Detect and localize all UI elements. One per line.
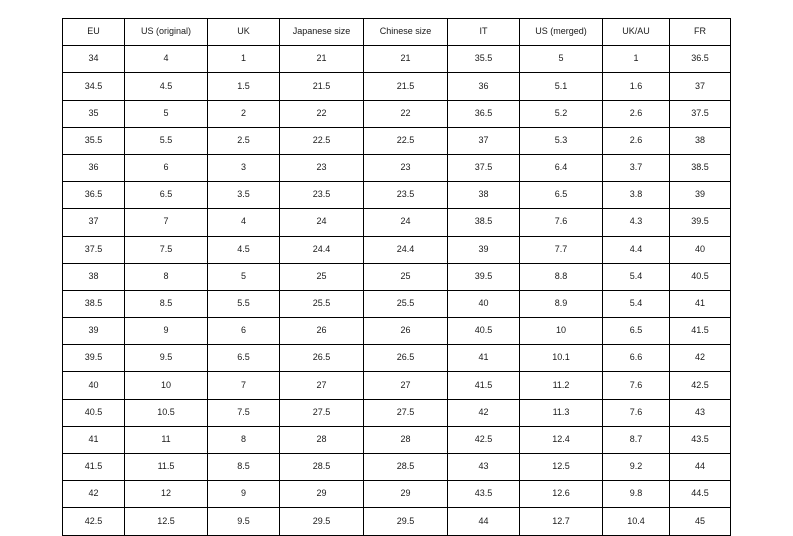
table-cell: 12.4 [520, 426, 603, 453]
table-cell: 22.5 [280, 127, 364, 154]
table-cell: 8.8 [520, 263, 603, 290]
table-cell: 5.5 [208, 290, 280, 317]
table-cell: 4.5 [208, 236, 280, 263]
table-cell: 12.5 [520, 454, 603, 481]
table-cell: 38.5 [63, 290, 125, 317]
table-cell: 42.5 [670, 372, 731, 399]
table-cell: 9.2 [603, 454, 670, 481]
table-cell: 44 [670, 454, 731, 481]
table-cell: 7 [125, 209, 208, 236]
table-cell: 35.5 [448, 46, 520, 73]
table-cell: 5.4 [603, 263, 670, 290]
table-header [63, 19, 731, 46]
table-cell: 39.5 [63, 345, 125, 372]
table-cell: 42 [670, 345, 731, 372]
table-cell: 43.5 [448, 481, 520, 508]
table-cell: 23 [364, 154, 448, 181]
table-cell: 8 [125, 263, 208, 290]
table-cell: 24 [280, 209, 364, 236]
table-cell: 41 [63, 426, 125, 453]
table-cell: 3.5 [208, 182, 280, 209]
table-cell: 3.7 [603, 154, 670, 181]
table-cell: 11.2 [520, 372, 603, 399]
table-cell: 22 [364, 100, 448, 127]
table-cell: 21.5 [280, 73, 364, 100]
table-cell: 37.5 [63, 236, 125, 263]
table-cell: 5.5 [125, 127, 208, 154]
table-cell: 7 [208, 372, 280, 399]
table-cell: 39.5 [670, 209, 731, 236]
table-cell: 6.5 [208, 345, 280, 372]
table-cell: 38 [670, 127, 731, 154]
table-cell: 11.5 [125, 454, 208, 481]
table-cell: 8.5 [208, 454, 280, 481]
table-cell: 40.5 [448, 318, 520, 345]
table-cell: 35.5 [63, 127, 125, 154]
table-cell: 40 [448, 290, 520, 317]
table-cell: 8.7 [603, 426, 670, 453]
table-cell: 41.5 [670, 318, 731, 345]
table-cell: 37.5 [670, 100, 731, 127]
table-cell: 9 [208, 481, 280, 508]
table-row [63, 154, 731, 181]
table-cell: 1.5 [208, 73, 280, 100]
table-cell: 37 [670, 73, 731, 100]
table-cell: 36.5 [670, 46, 731, 73]
table-cell: 5.2 [520, 100, 603, 127]
table-cell: 10 [125, 372, 208, 399]
table-cell: 25.5 [364, 290, 448, 317]
table-cell: 23 [280, 154, 364, 181]
table-cell: 29.5 [364, 508, 448, 535]
table-cell: 12.7 [520, 508, 603, 535]
table-cell: 42.5 [448, 426, 520, 453]
table-cell: 1 [208, 46, 280, 73]
shoe-size-conversion-table [62, 18, 731, 536]
table-cell: 4.5 [125, 73, 208, 100]
table-cell: 4 [208, 209, 280, 236]
table-cell: 22.5 [364, 127, 448, 154]
table-cell: 6.5 [520, 182, 603, 209]
table-row [63, 209, 731, 236]
table-cell: 26.5 [280, 345, 364, 372]
table-cell: 28.5 [280, 454, 364, 481]
table-row [63, 236, 731, 263]
table-cell: 7.5 [125, 236, 208, 263]
table-cell: 27 [280, 372, 364, 399]
table-cell: 2.6 [603, 100, 670, 127]
table-cell: 23.5 [364, 182, 448, 209]
table-cell: 23.5 [280, 182, 364, 209]
table-row [63, 73, 731, 100]
table-cell: 9.5 [125, 345, 208, 372]
table-cell: 28 [280, 426, 364, 453]
table-row [63, 481, 731, 508]
column-header-us-merged: US (merged) [520, 19, 603, 46]
table-cell: 22 [280, 100, 364, 127]
table-cell: 11 [125, 426, 208, 453]
table-cell: 10.1 [520, 345, 603, 372]
table-row [63, 127, 731, 154]
table-cell: 34.5 [63, 73, 125, 100]
table-cell: 3 [208, 154, 280, 181]
table-cell: 6 [125, 154, 208, 181]
table-cell: 11.3 [520, 399, 603, 426]
table-cell: 24.4 [280, 236, 364, 263]
table-cell: 2.6 [603, 127, 670, 154]
column-header-us-original: US (original) [125, 19, 208, 46]
table-cell: 43 [670, 399, 731, 426]
table-cell: 39 [670, 182, 731, 209]
table-cell: 37 [448, 127, 520, 154]
table-cell: 2.5 [208, 127, 280, 154]
table-cell: 7.7 [520, 236, 603, 263]
table-cell: 5.1 [520, 73, 603, 100]
table-cell: 7.6 [603, 399, 670, 426]
table-cell: 6.5 [603, 318, 670, 345]
column-header-chinese-size: Chinese size [364, 19, 448, 46]
table-cell: 41 [448, 345, 520, 372]
table-cell: 40.5 [670, 263, 731, 290]
table-cell: 10.4 [603, 508, 670, 535]
table-cell: 27 [364, 372, 448, 399]
table-cell: 4 [125, 46, 208, 73]
table-cell: 8.5 [125, 290, 208, 317]
table-cell: 7.5 [208, 399, 280, 426]
table-cell: 39 [448, 236, 520, 263]
column-header-eu: EU [63, 19, 125, 46]
table-cell: 5.3 [520, 127, 603, 154]
table-row [63, 454, 731, 481]
table-row [63, 318, 731, 345]
table-cell: 41.5 [63, 454, 125, 481]
table-cell: 4.3 [603, 209, 670, 236]
column-header-fr: FR [670, 19, 731, 46]
table-cell: 6.5 [125, 182, 208, 209]
table-cell: 7.6 [520, 209, 603, 236]
table-cell: 40 [63, 372, 125, 399]
table-cell: 21.5 [364, 73, 448, 100]
table-cell: 27.5 [280, 399, 364, 426]
table-cell: 3.8 [603, 182, 670, 209]
table-cell: 26 [280, 318, 364, 345]
table-cell: 4.4 [603, 236, 670, 263]
table-cell: 9.5 [208, 508, 280, 535]
table-cell: 5.4 [603, 290, 670, 317]
table-cell: 37.5 [448, 154, 520, 181]
table-cell: 25 [280, 263, 364, 290]
table-cell: 28.5 [364, 454, 448, 481]
table-cell: 38 [63, 263, 125, 290]
table-cell: 1 [603, 46, 670, 73]
table-row [63, 290, 731, 317]
table-cell: 12.6 [520, 481, 603, 508]
table-cell: 7.6 [603, 372, 670, 399]
table-row [63, 399, 731, 426]
table-cell: 12 [125, 481, 208, 508]
table-row [63, 100, 731, 127]
table-cell: 24 [364, 209, 448, 236]
table-cell: 5 [125, 100, 208, 127]
table-cell: 27.5 [364, 399, 448, 426]
table-cell: 25 [364, 263, 448, 290]
table-cell: 44.5 [670, 481, 731, 508]
table-cell: 39.5 [448, 263, 520, 290]
table-row [63, 426, 731, 453]
table-cell: 34 [63, 46, 125, 73]
table-cell: 24.4 [364, 236, 448, 263]
table-cell: 25.5 [280, 290, 364, 317]
table-cell: 36 [63, 154, 125, 181]
table-cell: 10 [520, 318, 603, 345]
table-cell: 35 [63, 100, 125, 127]
table-cell: 5 [520, 46, 603, 73]
table-row [63, 263, 731, 290]
table-cell: 36 [448, 73, 520, 100]
table-body [63, 46, 731, 535]
table-cell: 29.5 [280, 508, 364, 535]
table-cell: 6.6 [603, 345, 670, 372]
table-cell: 12.5 [125, 508, 208, 535]
column-header-japanese-size: Japanese size [280, 19, 364, 46]
table-row [63, 345, 731, 372]
table-cell: 36.5 [448, 100, 520, 127]
column-header-it: IT [448, 19, 520, 46]
table-cell: 8.9 [520, 290, 603, 317]
table-row [63, 508, 731, 535]
table-cell: 6.4 [520, 154, 603, 181]
table-cell: 40 [670, 236, 731, 263]
table-cell: 43 [448, 454, 520, 481]
table-cell: 44 [448, 508, 520, 535]
table-cell: 41.5 [448, 372, 520, 399]
table-cell: 40.5 [63, 399, 125, 426]
column-header-uk-au: UK/AU [603, 19, 670, 46]
table-cell: 6 [208, 318, 280, 345]
table-cell: 29 [280, 481, 364, 508]
table-cell: 26 [364, 318, 448, 345]
table-cell: 29 [364, 481, 448, 508]
table-cell: 10.5 [125, 399, 208, 426]
table-cell: 38.5 [670, 154, 731, 181]
table-cell: 37 [63, 209, 125, 236]
table-cell: 42 [448, 399, 520, 426]
table-cell: 9 [125, 318, 208, 345]
table-cell: 43.5 [670, 426, 731, 453]
column-header-uk: UK [208, 19, 280, 46]
table-cell: 28 [364, 426, 448, 453]
table-cell: 2 [208, 100, 280, 127]
table-cell: 38.5 [448, 209, 520, 236]
table-cell: 21 [280, 46, 364, 73]
table-cell: 42.5 [63, 508, 125, 535]
table-cell: 42 [63, 481, 125, 508]
table-cell: 41 [670, 290, 731, 317]
table-cell: 5 [208, 263, 280, 290]
table-header-row [63, 19, 731, 46]
table-cell: 8 [208, 426, 280, 453]
table-cell: 36.5 [63, 182, 125, 209]
table-row [63, 46, 731, 73]
table-cell: 26.5 [364, 345, 448, 372]
table-cell: 9.8 [603, 481, 670, 508]
table-cell: 21 [364, 46, 448, 73]
table-cell: 39 [63, 318, 125, 345]
table-cell: 1.6 [603, 73, 670, 100]
table-row [63, 182, 731, 209]
table-cell: 45 [670, 508, 731, 535]
table-row [63, 372, 731, 399]
table-cell: 38 [448, 182, 520, 209]
